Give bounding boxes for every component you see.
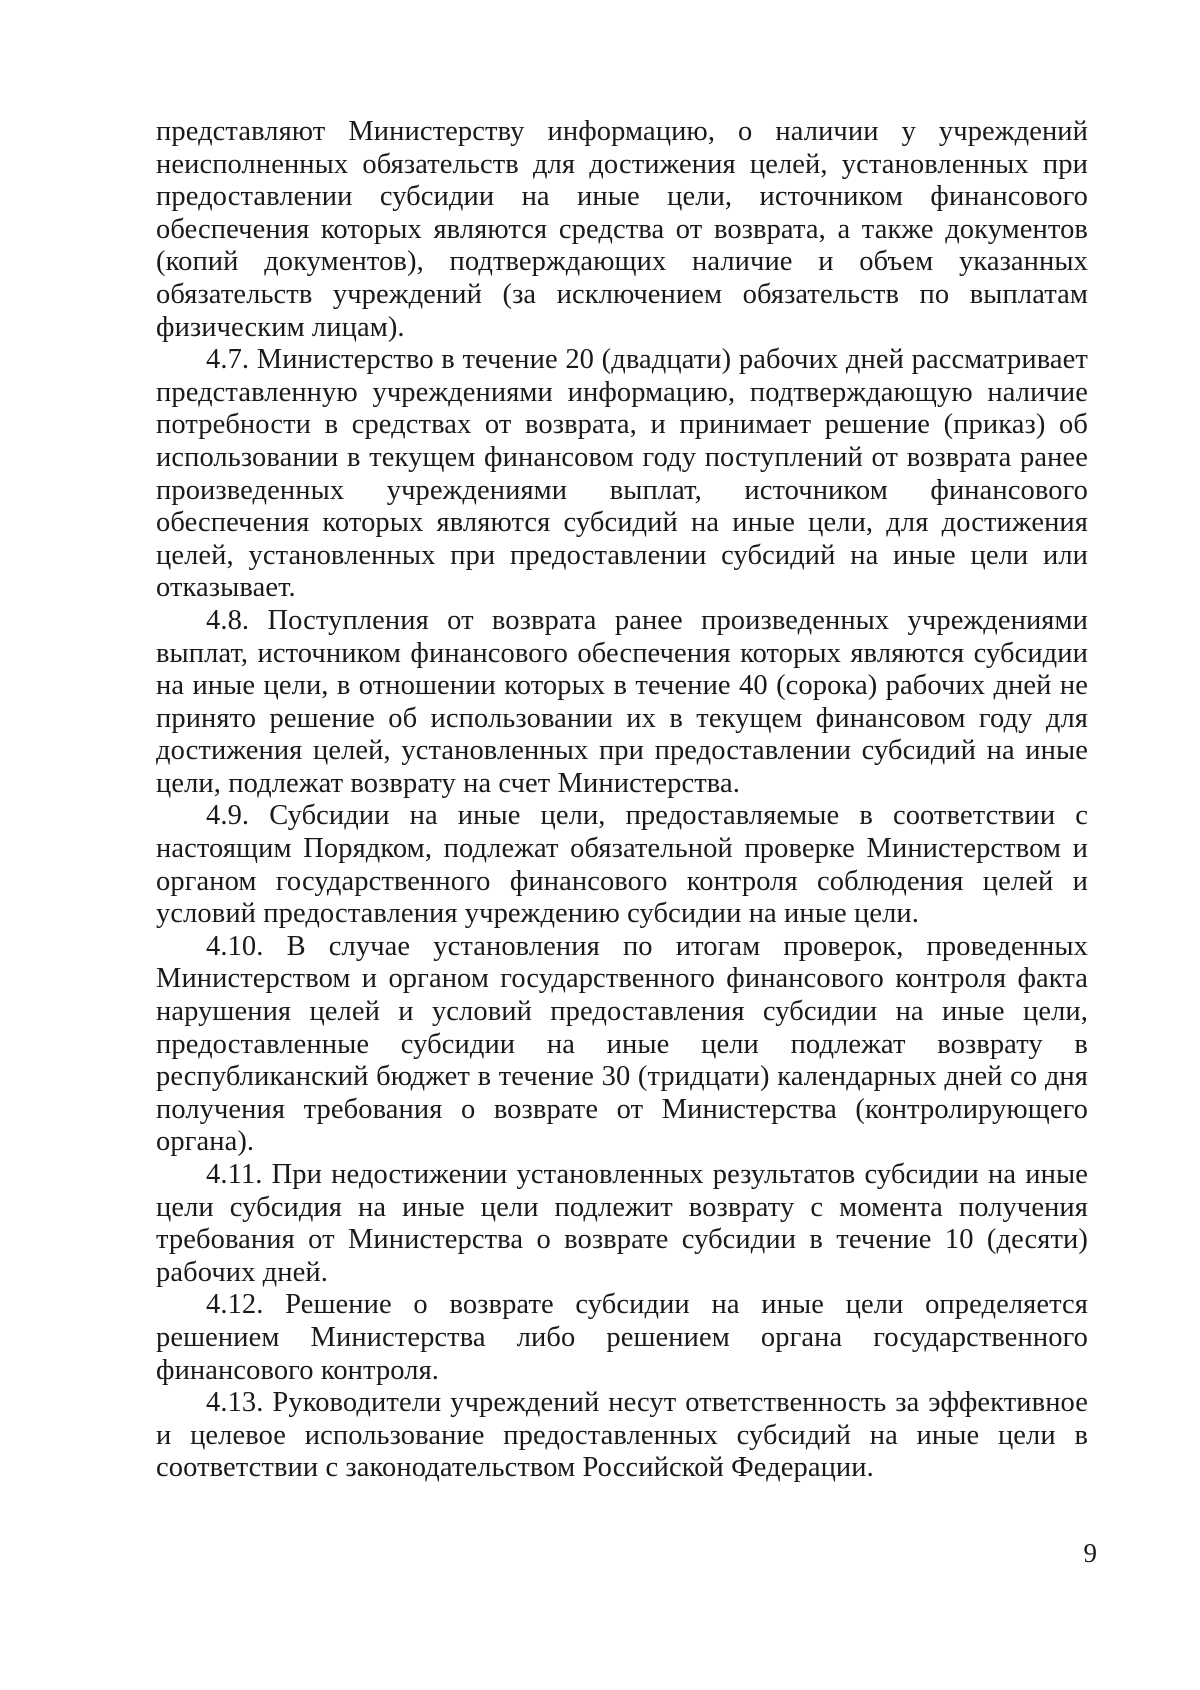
paragraph-4-9: 4.9. Субсидии на иные цели, предоставляемые в соответствии с настоящим Порядком, подлежат обязательной проверке Министерством и органом государственного финансового контроля соблюдения целей и условий предоставления учреждению субсидии на иные цели. bbox=[156, 800, 1088, 930]
paragraph-continuation: представляют Министерству информацию, о наличии у учреждений неисполненных обязательств для достижения целей, установленных при предоставлении субсидии на иные цели, источником финансового обеспечения которых являются средства от возврата, а также документов (копий документов), подтверждающих наличие и объем указанных обязательств учреждений (за исключением обязательств по выплатам физическим лицам). bbox=[156, 116, 1088, 343]
paragraph-4-10: 4.10. В случае установления по итогам проверок, проведенных Министерством и органом государственного финансового контроля факта нарушения целей и условий предоставления субсидии на иные цели, предоставленные субсидии на иные цели подлежат возврату в республиканский бюджет в течение 30 (тридцати) календарных дней со дня получения требования о возврате от Министерства (контролирующего органа). bbox=[156, 930, 1088, 1158]
page-number: 9 bbox=[1083, 1538, 1097, 1568]
paragraph-4-8: 4.8. Поступления от возврата ранее произведенных учреждениями выплат, источником финансового обеспечения которых являются субсидии на иные цели, в отношении которых в течение 40 (сорока) рабочих дней не принято решение об использовании их в текущем финансовом году для достижения целей, установленных при предоставлении субсидий на иные цели, подлежат возврату на счет Министерства. bbox=[156, 604, 1088, 799]
document-body bbox=[156, 116, 1088, 1485]
paragraph-4-11: 4.11. При недостижении установленных результатов субсидии на иные цели субсидия на иные цели подлежит возврату с момента получения требования от Министерства о возврате субсидии в течение 10 (десяти) рабочих дней. bbox=[156, 1159, 1088, 1288]
paragraph-4-7: 4.7. Министерство в течение 20 (двадцати) рабочих дней рассматривает представленную учреждениями информацию, подтверждающую наличие потребности в средствах от возврата, и принимает решение (приказ) об использовании в текущем финансовом году поступлений от возврата ранее произведенных учреждениями выплат, источником финансового обеспечения которых являются субсидий на иные цели, для достижения целей, установленных при предоставлении субсидий на иные цели или отказывает. bbox=[156, 344, 1088, 604]
paragraph-4-12: 4.12. Решение о возврате субсидии на иные цели определяется решением Министерства либо решением органа государственного финансового контроля. bbox=[156, 1289, 1088, 1386]
paragraph-4-13: 4.13. Руководители учреждений несут ответственность за эффективное и целевое использование предоставленных субсидий на иные цели в соответствии с законодательством Российской Федерации. bbox=[156, 1387, 1088, 1484]
